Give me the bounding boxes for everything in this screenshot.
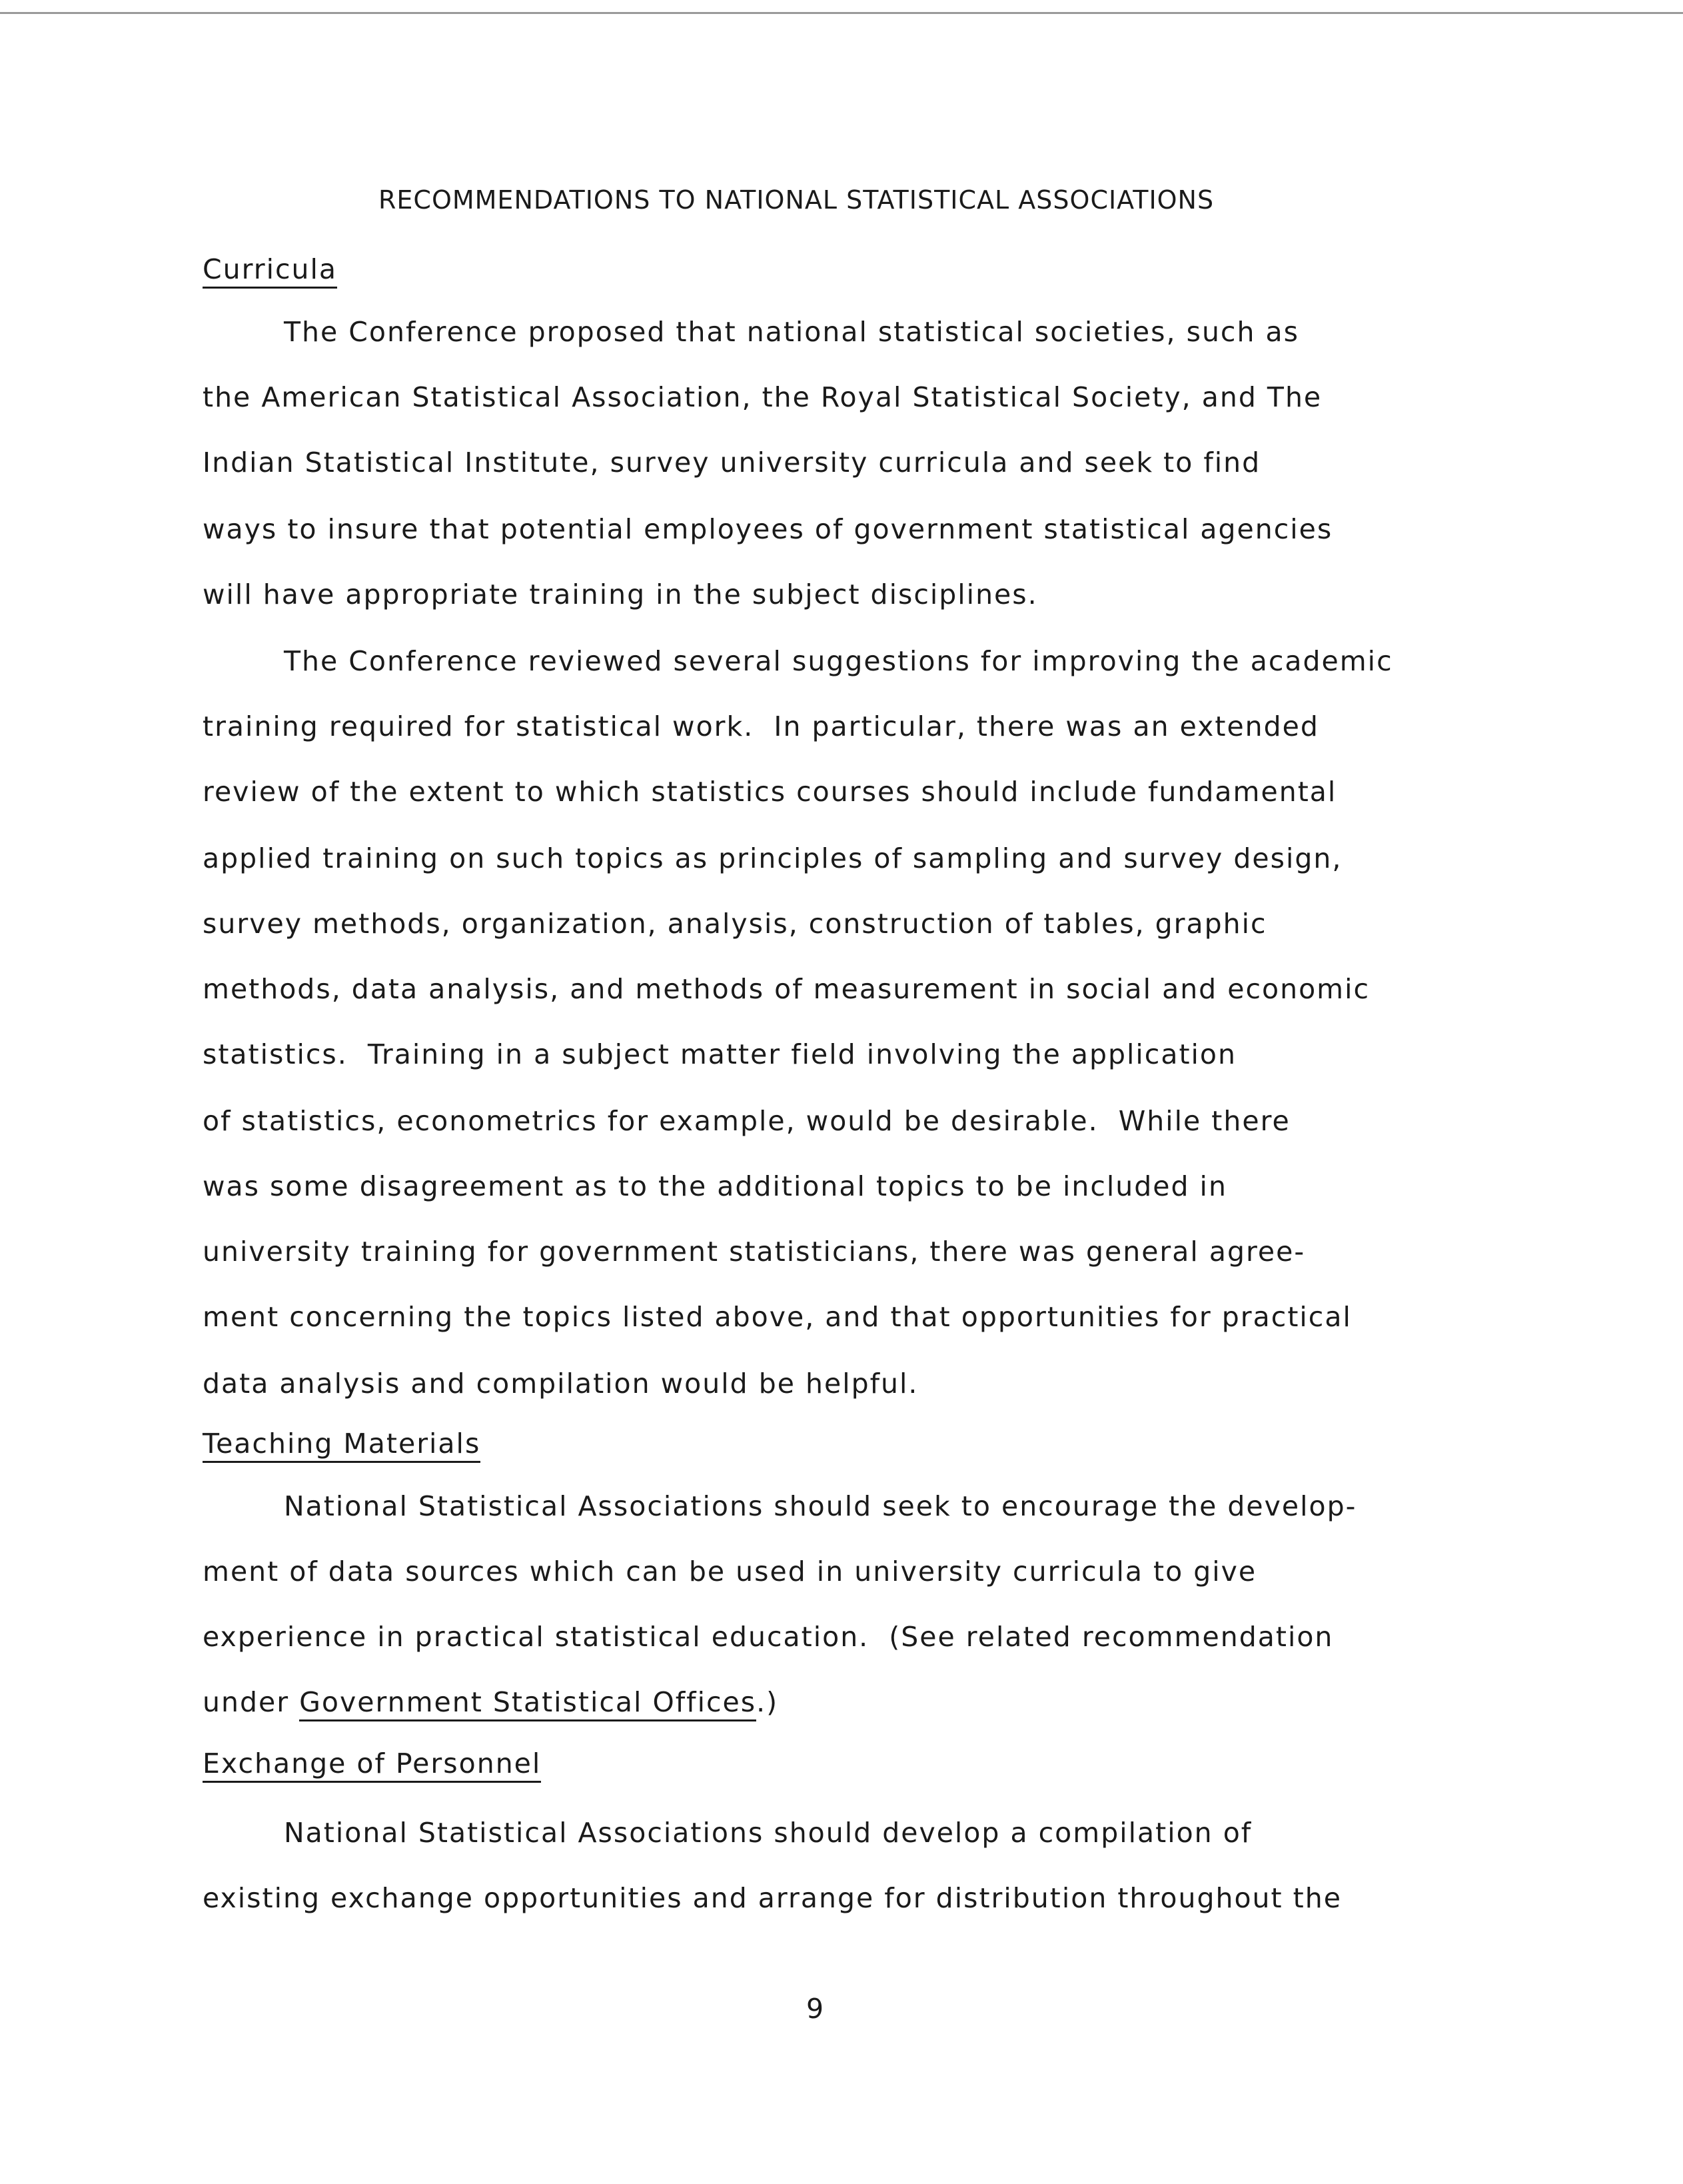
paragraph-line: was some disagreement as to the additional topics to be included in — [203, 1170, 1227, 1202]
section-heading-teaching-materials — [203, 1428, 480, 1460]
page-title: RECOMMENDATIONS TO NATIONAL STATISTICAL ASSOCIATIONS — [378, 185, 1215, 215]
section-heading-exchange-of-personnel — [203, 1747, 541, 1779]
paragraph-line: methods, data analysis, and methods of measurement in social and economic — [203, 973, 1371, 1005]
paragraph-line: of statistics, econometrics for example, would be desirable. While there — [203, 1105, 1291, 1137]
paragraph-line: university training for government statisticians, there was general agree- — [203, 1236, 1306, 1268]
paragraph-line: will have appropriate training in the subject disciplines. — [203, 578, 1038, 610]
section-heading-curricula-text: Curricula — [203, 253, 337, 289]
reference-prefix: under — [203, 1686, 300, 1718]
paragraph-line: data analysis and compilation would be helpful. — [203, 1368, 919, 1400]
paragraph-line: National Statistical Associations should develop a compilation of — [284, 1817, 1253, 1849]
paragraph-line: experience in practical statistical education. (See related recommendation — [203, 1621, 1334, 1653]
paragraph-line: existing exchange opportunities and arrange for distribution throughout the — [203, 1882, 1342, 1914]
page-number: 9 — [806, 1993, 824, 2025]
paragraph-line: Indian Statistical Institute, survey university curricula and seek to find — [203, 447, 1261, 479]
section-heading-exchange-of-personnel-text: Exchange of Personnel — [203, 1747, 541, 1783]
section-heading-teaching-materials-text: Teaching Materials — [203, 1428, 480, 1463]
paragraph-line: ways to insure that potential employees of government statistical agencies — [203, 513, 1333, 545]
paragraph-line: The Conference reviewed several suggestions for improving the academic — [284, 645, 1393, 677]
top-edge-rule — [0, 12, 1683, 14]
government-statistical-offices-reference: Government Statistical Offices — [299, 1686, 756, 1721]
paragraph-line: applied training on such topics as principles of sampling and survey design, — [203, 842, 1343, 874]
paragraph-line-with-reference — [203, 1686, 778, 1718]
section-heading-curricula — [203, 253, 337, 285]
paragraph-line: The Conference proposed that national statistical societies, such as — [284, 316, 1299, 348]
paragraph-line: survey methods, organization, analysis, construction of tables, graphic — [203, 908, 1267, 940]
reference-suffix: .) — [756, 1686, 779, 1718]
paragraph-line: statistics. Training in a subject matter field involving the application — [203, 1038, 1237, 1070]
paragraph-line: review of the extent to which statistics courses should include fundamental — [203, 776, 1337, 808]
paragraph-line: the American Statistical Association, the Royal Statistical Society, and The — [203, 381, 1323, 413]
paragraph-line: National Statistical Associations should seek to encourage the develop- — [284, 1490, 1357, 1522]
paragraph-line: ment concerning the topics listed above, and that opportunities for practical — [203, 1301, 1352, 1333]
paragraph-line: training required for statistical work. In particular, there was an extended — [203, 710, 1319, 742]
paragraph-line: ment of data sources which can be used in university curricula to give — [203, 1556, 1257, 1588]
